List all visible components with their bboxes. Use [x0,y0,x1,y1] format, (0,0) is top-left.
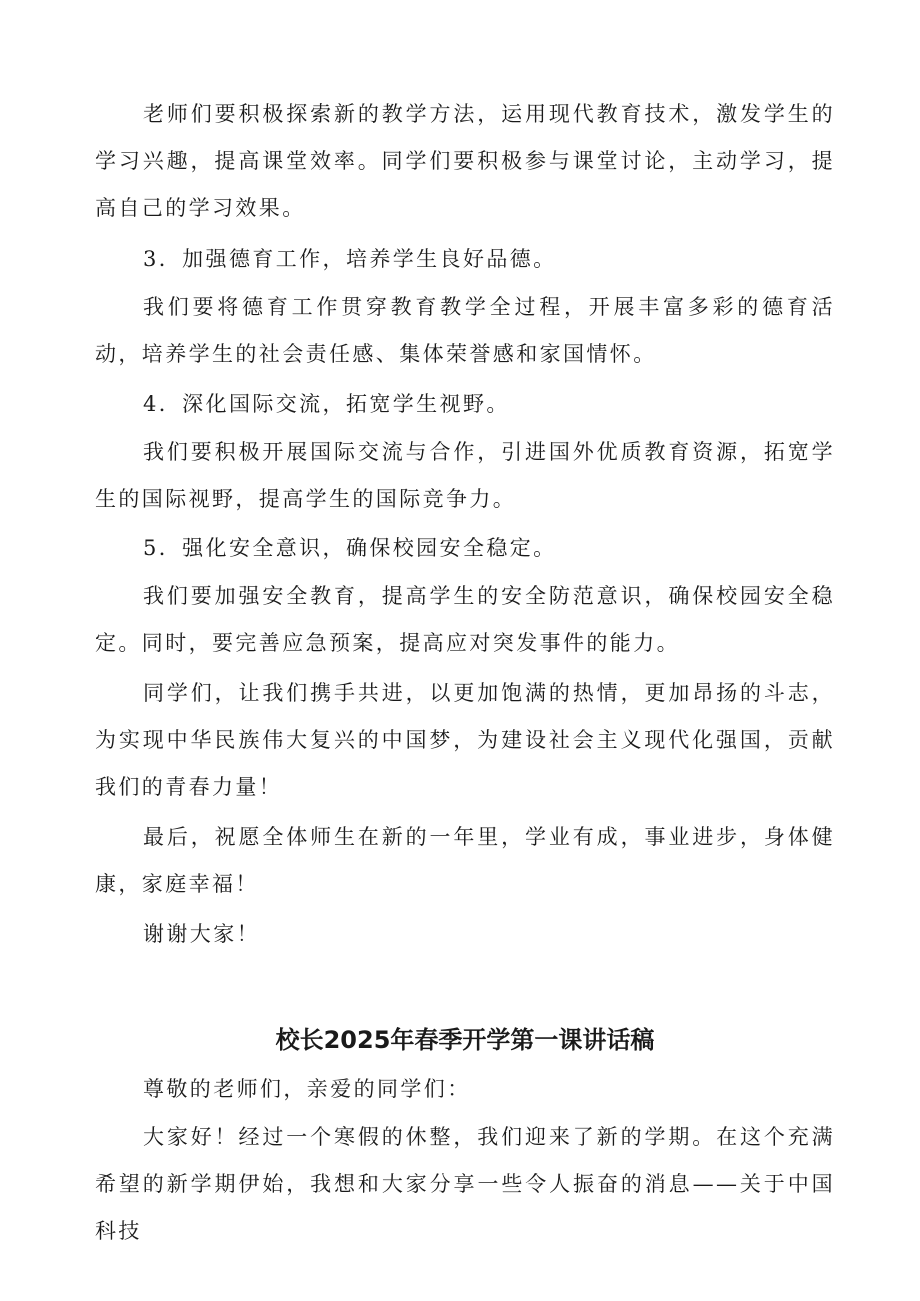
paragraph-safety: 我们要加强安全教育，提高学生的安全防范意识，确保校园安全稳定。同时，要完善应急预案，提高应对突发事件的能力。 [95,584,835,655]
speech-title: 校长2025年春季开学第一课讲话稿 [275,1026,655,1054]
paragraph-greeting: 尊敬的老师们，亲爱的同学们： [143,1077,471,1101]
paragraph-moral-education: 我们要将德育工作贯穿教育教学全过程，开展丰富多彩的德育活动，培养学生的社会责任感、集体荣誉感和家国情怀。 [95,295,835,366]
paragraph-international-exchange: 我们要积极开展国际交流与合作，引进国外优质教育资源，拓宽学生的国际视野，提高学生的国际竞争力。 [95,440,835,511]
paragraph-teaching-methods: 老师们要积极探索新的教学方法，运用现代教育技术，激发学生的学习兴趣，提高课堂效率。同学们要积极参与课堂讨论，主动学习，提高自己的学习效果。 [95,102,835,220]
paragraph-opening: 大家好！经过一个寒假的休整，我们迎来了新的学期。在这个充满希望的新学期伊始，我想和大家分享一些令人振奋的消息——关于中国科技 [95,1125,835,1243]
item-5-heading: 5．强化安全意识，确保校园安全稳定。 [143,536,557,560]
paragraph-thanks: 谢谢大家！ [143,922,260,946]
item-3-heading: 3．加强德育工作，培养学生良好品德。 [143,247,557,271]
paragraph-best-wishes: 最后，祝愿全体师生在新的一年里，学业有成，事业进步，身体健康，家庭幸福！ [95,825,835,896]
item-4-heading: 4．深化国际交流，拓宽学生视野。 [143,392,510,416]
paragraph-call-to-action: 同学们，让我们携手共进，以更加饱满的热情，更加昂扬的斗志，为实现中华民族伟大复兴的中国梦，为建设社会主义现代化强国，贡献我们的青春力量！ [95,681,835,799]
